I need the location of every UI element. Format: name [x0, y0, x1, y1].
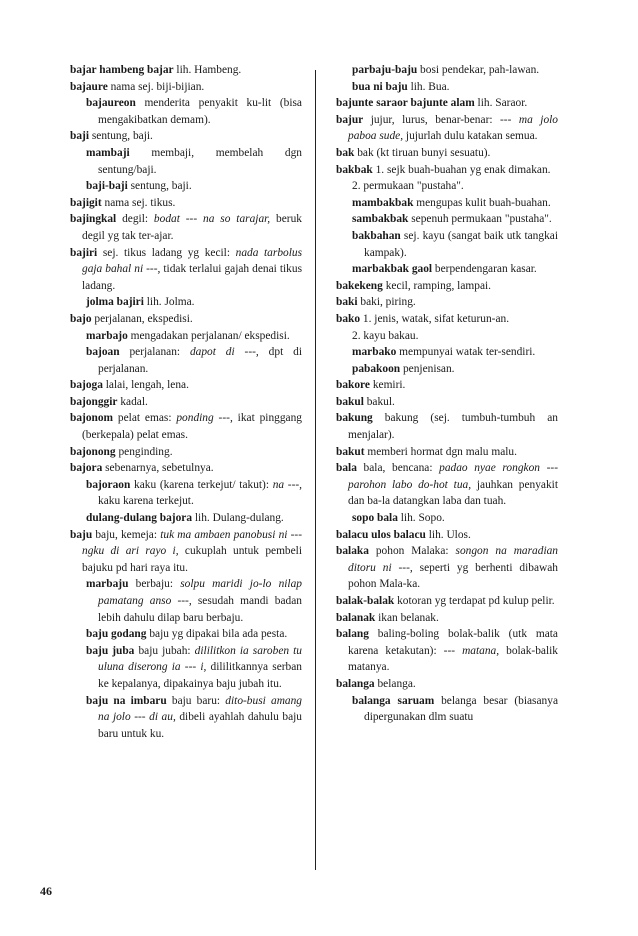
headword: bua ni baju	[352, 80, 408, 93]
definition-text: baju jubah:	[134, 644, 195, 657]
dictionary-subentry	[336, 62, 558, 79]
definition-text: sej. tikus ladang yg kecil:	[97, 246, 236, 259]
headword: parbaju-baju	[352, 64, 418, 76]
headword: bajaureon	[86, 97, 136, 110]
definition-text: lalai, lengah, lena.	[102, 379, 189, 392]
headword: bakore	[336, 379, 370, 392]
headword: balaka	[336, 545, 369, 558]
dictionary-entry	[336, 610, 558, 627]
definition-text: mempunyai watak ter-sendiri.	[396, 346, 536, 359]
dictionary-entry	[336, 444, 558, 461]
definition-text: baju, kemeja:	[92, 528, 161, 541]
definition-text: 2. permukaan "pustaha".	[352, 180, 464, 193]
dictionary-subentry	[70, 643, 302, 693]
dictionary-subentry	[336, 195, 558, 212]
definition-text: dililitkannya serban ke kepalanya, dipakainya baju jubah itu.	[98, 661, 302, 690]
dictionary-entry	[70, 460, 302, 477]
dictionary-subentry	[336, 361, 558, 378]
headword: bajonong	[70, 445, 116, 458]
definition-text: ikat pinggang (berkepala) pelat emas.	[82, 412, 303, 442]
definition-text: bosi pendekar, pah-lawan.	[417, 64, 540, 76]
definition-text: kaku karena terkejut.	[98, 495, 194, 508]
definition-text: sepenuh permukaan "pustaha".	[408, 213, 552, 226]
dictionary-subentry	[336, 228, 558, 261]
headword: marbajo	[86, 329, 128, 342]
left-column	[70, 62, 302, 742]
headword: sopo bala	[352, 512, 398, 525]
headword: baju	[70, 528, 93, 541]
headword: bakbak	[336, 163, 373, 176]
dictionary-entry	[336, 593, 558, 610]
definition-text: jauhkan penyakit dan ba-la datangkan laba dan tuah.	[348, 478, 558, 508]
definition-text: bolak-balik matanya.	[348, 644, 558, 674]
dictionary-subentry	[70, 145, 302, 178]
dictionary-entry	[70, 79, 302, 96]
headword: marbako	[352, 346, 397, 359]
dictionary-entry	[336, 543, 558, 593]
definition-text: lih. Sopo.	[397, 512, 445, 525]
definition-text: beruk degil yg tak ter-ajar.	[82, 213, 302, 242]
definition-text: perjalanan, ekspedisi.	[91, 312, 193, 325]
headword: bajiri	[70, 246, 98, 259]
dictionary-entry	[336, 145, 558, 162]
headword: dulang-dulang bajora	[86, 512, 193, 525]
example-phrase: bodat --- na so tarajar,	[153, 213, 271, 226]
dictionary-entry	[336, 394, 558, 411]
definition-text: lih. Hambeng.	[173, 64, 242, 76]
definition-text: baju baru:	[166, 694, 226, 707]
example-phrase: dito-busi amang na jolo --- di au,	[98, 694, 303, 724]
headword: baju na imbaru	[86, 694, 167, 707]
headword: balanak	[336, 611, 376, 624]
headword: marbakbak gaol	[352, 263, 433, 276]
headword: pabakoon	[352, 362, 401, 375]
example-phrase: --- ma jolo paboa sude,	[348, 113, 559, 143]
dictionary-entry	[336, 460, 558, 510]
example-phrase: na ---,	[272, 478, 303, 491]
definition-text: sentung, baji.	[89, 130, 153, 143]
definition-text: jujur, lurus, benar-benar:	[363, 113, 501, 126]
definition-text: mengupas kulit buah-buahan.	[413, 196, 551, 209]
definition-text: lih. Bua.	[407, 80, 450, 93]
definition-text: 2. kayu bakau.	[352, 329, 419, 342]
example-phrase: --- matana,	[443, 644, 500, 657]
example-phrase: dililitkon ia saroben tu uluna diserong ia --- i,	[98, 644, 302, 674]
example-phrase: tuk ma ambaen panobusi ni ---ngku di ari rayo i,	[82, 528, 302, 558]
headword: bajonggir	[70, 395, 118, 408]
definition-text: bakung (sej. tumbuh-tumbuh an menjalar).	[348, 412, 558, 442]
example-phrase: padao nyae rongkon --- parohon labo do-hot tua,	[348, 462, 558, 491]
definition-text: degil:	[116, 213, 154, 226]
headword: bajigit	[70, 196, 102, 209]
dictionary-entry	[336, 95, 558, 112]
definition-text: dpt di perjalanan.	[98, 346, 302, 375]
headword: baki	[336, 296, 358, 309]
definition-text: membaji, membelah dgn sentung/baji.	[98, 146, 302, 176]
dictionary-subentry	[70, 178, 302, 195]
dictionary-subentry	[70, 626, 302, 643]
definition-text: lih. Jolma.	[143, 296, 195, 309]
headword: bajar hambeng bajar	[70, 64, 174, 76]
dictionary-entry	[70, 527, 302, 577]
dictionary-entry	[336, 527, 558, 544]
definition-text: kotoran yg terdapat pd kulup pelir.	[394, 595, 555, 607]
dictionary-entry	[70, 444, 302, 461]
definition-text: berbaju:	[128, 578, 181, 591]
definition-text: bala, bencana:	[356, 462, 440, 475]
definition-text: berpendengaran kasar.	[432, 263, 537, 276]
dictionary-subentry	[70, 510, 302, 527]
dictionary-entry	[70, 394, 302, 411]
definition-text: sebenarnya, sebetulnya.	[102, 462, 214, 475]
definition-text: penjenisan.	[400, 362, 455, 375]
column-divider	[315, 70, 316, 870]
headword: jolma bajiri	[86, 296, 144, 309]
headword: bajoga	[70, 379, 103, 392]
definition-text: kemiri.	[369, 379, 406, 392]
definition-text: pelat emas:	[113, 412, 177, 425]
headword: mambakbak	[352, 196, 414, 209]
dictionary-subentry	[70, 95, 302, 128]
definition-text: penginding.	[115, 445, 173, 458]
dictionary-subentry	[70, 344, 302, 377]
example-phrase: ponding ---,	[176, 412, 233, 425]
dictionary-entry	[70, 377, 302, 394]
definition-text: belanga besar (biasanya dipergunakan dlm suatu	[364, 694, 558, 724]
page-number: 46	[40, 884, 52, 898]
dictionary-entry	[70, 62, 302, 79]
dictionary-subentry	[70, 477, 302, 510]
definition-text: mengadakan perjalanan/ ekspedisi.	[127, 329, 290, 342]
headword: bajoraon	[86, 478, 131, 491]
example-phrase: songon na maradian ditoru ni ---,	[348, 545, 559, 574]
dictionary-entry	[336, 676, 558, 693]
dictionary-subentry	[70, 294, 302, 311]
headword: baju godang	[86, 628, 147, 641]
headword: bakekeng	[336, 279, 383, 292]
definition-text: belanga.	[374, 677, 416, 690]
headword: sambakbak	[352, 213, 409, 226]
dictionary-subentry	[336, 211, 558, 228]
dictionary-subentry	[336, 510, 558, 527]
dictionary-entry	[336, 311, 558, 328]
headword: marbaju	[86, 578, 129, 591]
headword: bajoan	[86, 346, 120, 359]
definition-text: jujurlah dulu katakan semua.	[403, 130, 538, 143]
definition-text: baju yg dipakai bila ada pesta.	[146, 628, 288, 641]
headword: bakut	[336, 445, 365, 458]
definition-text: lih. Ulos.	[425, 528, 471, 541]
example-phrase: nada tarbolus gaja bahal ni ---,	[82, 246, 302, 276]
definition-text: kaku (karena terkejut/ takut):	[130, 478, 273, 491]
definition-text: lih. Saraor.	[474, 97, 528, 110]
headword: balanga	[336, 677, 375, 690]
dictionary-subentry	[336, 328, 558, 345]
dictionary-entry	[336, 278, 558, 295]
right-column	[336, 62, 558, 726]
headword: baji-baji	[86, 180, 128, 193]
headword: bakung	[336, 412, 373, 425]
definition-text: bak (kt tiruan bunyi sesuatu).	[354, 146, 491, 159]
headword: bajonom	[70, 412, 114, 425]
definition-text: 1. sejk buah-buahan yg enak dimakan.	[372, 163, 551, 176]
definition-text: ikan belanak.	[375, 611, 439, 624]
dictionary-entry	[70, 311, 302, 328]
definition-text: tidak terlalui gajah denai tikus ladang.	[82, 263, 302, 292]
dictionary-entry	[70, 195, 302, 212]
dictionary-subentry	[336, 79, 558, 96]
definition-text: lih. Dulang-dulang.	[192, 512, 284, 525]
definition-text: memberi hormat dgn malu malu.	[364, 445, 517, 458]
headword: mambaji	[86, 146, 130, 159]
dictionary-entry	[336, 377, 558, 394]
dictionary-subentry	[70, 576, 302, 626]
dictionary-entry	[336, 112, 558, 145]
headword: bako	[336, 312, 361, 325]
dictionary-subentry	[336, 261, 558, 278]
dictionary-entry	[336, 626, 558, 676]
definition-text: sesudah mandi badan lebih dahulu dilap baru berbaju.	[98, 595, 302, 624]
definition-text: 1. jenis, watak, sifat keturun-an.	[360, 312, 510, 325]
example-phrase: dapot di ---,	[189, 346, 259, 359]
definition-text: sentung, baji.	[127, 180, 192, 193]
headword: baju juba	[86, 644, 135, 657]
headword: bajunte saraor bajunte alam	[336, 97, 475, 110]
dictionary-subentry	[70, 328, 302, 345]
headword: balacu ulos balacu	[336, 528, 426, 541]
headword: bajingkal	[70, 213, 117, 226]
dictionary-subentry	[70, 693, 302, 743]
definition-text: sej. kayu (sangat baik utk tangkai kampak).	[364, 229, 558, 259]
headword: balang	[336, 628, 369, 641]
headword: bajur	[336, 113, 364, 126]
dictionary-subentry	[336, 178, 558, 195]
definition-text: dibeli ayahlah dahulu baju baru untuk ku.	[98, 711, 302, 740]
definition-text: kadal.	[117, 395, 148, 408]
definition-text: cukuplah untuk pembeli bajuku pd hari raya itu.	[82, 545, 303, 574]
dictionary-entry	[70, 211, 302, 244]
dictionary-entry	[70, 245, 302, 295]
headword: balanga saruam	[352, 694, 435, 707]
headword: bajora	[70, 462, 103, 475]
dictionary-entry	[336, 410, 558, 443]
headword: baji	[70, 130, 89, 143]
headword: bakbahan	[352, 229, 401, 242]
definition-text: baki, piring.	[357, 296, 416, 309]
dictionary-entry	[336, 294, 558, 311]
definition-text: baling-boling bolak-balik (utk mata karena ketakutan):	[348, 628, 558, 657]
definition-text: nama sej. biji-bijian.	[107, 80, 205, 93]
headword: balak-balak	[336, 595, 395, 607]
headword: bak	[336, 146, 355, 159]
definition-text: pohon Malaka:	[368, 545, 456, 558]
headword: bajaure	[70, 80, 108, 93]
headword: bajo	[70, 312, 92, 325]
definition-text: bakul.	[363, 395, 395, 408]
dictionary-entry	[336, 162, 558, 179]
example-phrase: solpu maridi jo-lo nilap pamatang anso ---,	[98, 578, 302, 607]
dictionary-subentry	[336, 693, 558, 726]
headword: bala	[336, 462, 357, 475]
definition-text: perjalanan:	[119, 346, 190, 359]
definition-text: seperti yg berhenti dibawah pohon Mala-ka.	[348, 561, 558, 591]
definition-text: kecil, ramping, lampai.	[382, 279, 492, 292]
headword: bakul	[336, 395, 364, 408]
dictionary-entry	[70, 410, 302, 443]
definition-text: nama sej. tikus.	[101, 196, 176, 209]
dictionary-entry	[70, 128, 302, 145]
dictionary-subentry	[336, 344, 558, 361]
definition-text: menderita penyakit ku-lit (bisa mengakibatkan demam).	[98, 97, 302, 126]
